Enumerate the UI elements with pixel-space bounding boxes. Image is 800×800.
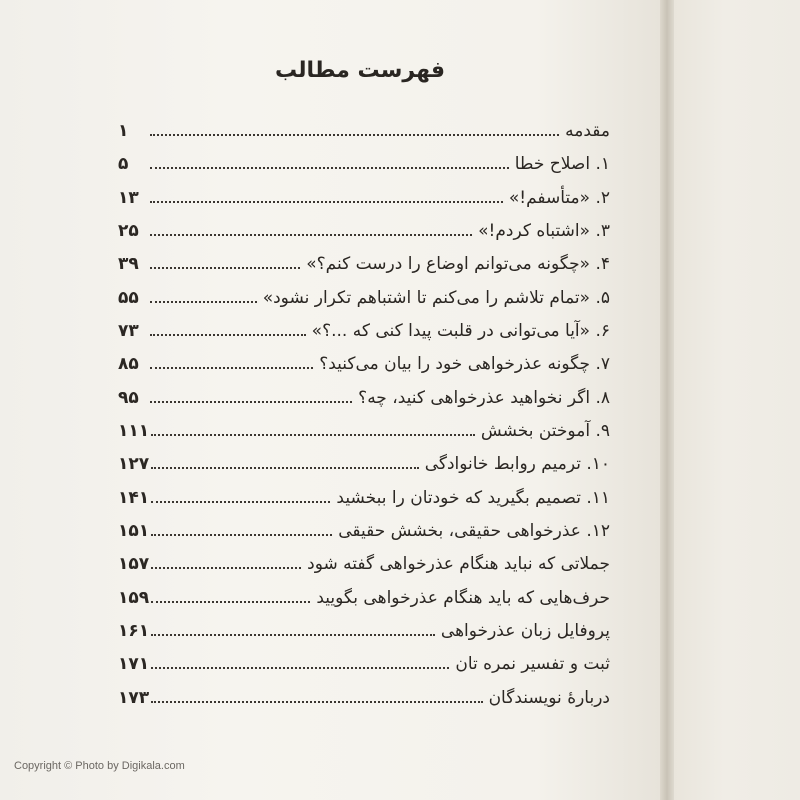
toc-leader-dots bbox=[151, 534, 332, 536]
toc-entry bbox=[118, 277, 610, 309]
toc-leader-dots bbox=[151, 634, 435, 636]
toc-entry-label: ثبت و تفسیر نمره تان bbox=[455, 654, 610, 674]
toc-leader-dots bbox=[150, 334, 306, 336]
toc-entry-page: ۱۵۹ bbox=[118, 588, 150, 608]
toc-leader-dots bbox=[151, 601, 310, 603]
toc-entry-page: ۱۵۷ bbox=[118, 554, 150, 574]
toc-entry-label: ۱۲. عذرخواهی حقیقی، بخشش حقیقی bbox=[338, 521, 610, 541]
toc-leader-dots bbox=[151, 434, 475, 436]
toc-leader-dots bbox=[151, 667, 449, 669]
toc-entry-label: حرف‌هایی که باید هنگام عذرخواهی بگویید bbox=[316, 588, 610, 608]
toc-entry-page: ۱۶۱ bbox=[118, 621, 150, 641]
toc-entry-page: ۱۷۱ bbox=[118, 654, 150, 674]
toc-leader-dots bbox=[150, 401, 352, 403]
toc-entry-label: ۲. «متأسفم!» bbox=[508, 188, 610, 208]
toc-entry-label: ۸. اگر نخواهید عذرخواهی کنید، چه؟ bbox=[358, 388, 610, 408]
toc-entry bbox=[118, 510, 610, 542]
toc-entry-label: ۱۱. تصمیم بگیرید که خودتان را ببخشید bbox=[336, 488, 610, 508]
toc-leader-dots bbox=[150, 167, 509, 169]
toc-entry-page: ۳۹ bbox=[118, 254, 139, 274]
toc-entry-page: ۱۳ bbox=[118, 188, 139, 208]
toc-leader-dots bbox=[151, 701, 482, 703]
toc-entry-page: ۱۲۷ bbox=[118, 454, 150, 474]
toc-entry-label: دربارهٔ نویسندگان bbox=[488, 688, 610, 708]
toc-entry-page: ۱۱۱ bbox=[118, 421, 150, 441]
toc-entry bbox=[118, 143, 610, 175]
toc-entry bbox=[118, 110, 610, 142]
toc-leader-dots bbox=[151, 567, 301, 569]
toc-entry bbox=[118, 243, 610, 275]
toc-title: فهرست مطالب bbox=[274, 58, 446, 83]
toc-entry-label: پروفایل زبان عذرخواهی bbox=[440, 621, 610, 641]
toc-entry-label: ۴. «چگونه می‌توانم اوضاع را درست کنم؟» bbox=[306, 254, 610, 274]
toc-entry bbox=[118, 643, 610, 675]
toc-entry bbox=[118, 310, 610, 342]
toc-entry-label: ۷. چگونه عذرخواهی خود را بیان می‌کنید؟ bbox=[319, 354, 610, 374]
toc-entry bbox=[118, 343, 610, 375]
toc-entry-label: ۹. آموختن بخشش bbox=[480, 421, 610, 441]
toc-leader-dots bbox=[150, 134, 559, 136]
toc-entry bbox=[118, 377, 610, 409]
toc-entry-label: ۱۰. ترمیم روابط خانوادگی bbox=[424, 454, 610, 474]
toc-entry-label: مقدمه bbox=[565, 121, 610, 141]
toc-entry-page: ۵۵ bbox=[118, 288, 139, 308]
toc-entry-label: ۱. اصلاح خطا bbox=[514, 154, 610, 174]
toc-entry bbox=[118, 410, 610, 442]
toc-entry-page: ۸۵ bbox=[118, 354, 139, 374]
toc-entry-page: ۱۵۱ bbox=[118, 521, 150, 541]
toc-entry-page: ۱۷۳ bbox=[118, 688, 150, 708]
toc-entry bbox=[118, 677, 610, 709]
toc-entry-label: ۵. «تمام تلاشم را می‌کنم تا اشتباهم تکرار نشود» bbox=[262, 288, 610, 308]
toc-entry-page: ۷۳ bbox=[118, 321, 139, 341]
toc-entry bbox=[118, 610, 610, 642]
toc-entry-page: ۱ bbox=[118, 121, 129, 141]
toc-entry bbox=[118, 477, 610, 509]
toc-entry bbox=[118, 543, 610, 575]
toc-entry-page: ۲۵ bbox=[118, 221, 139, 241]
toc-entry-page: ۵ bbox=[118, 154, 129, 174]
toc-entry bbox=[118, 443, 610, 475]
toc-entry-page: ۱۴۱ bbox=[118, 488, 150, 508]
toc-leader-dots bbox=[150, 301, 257, 303]
toc-entry-label: ۳. «اشتباه کردم!» bbox=[478, 221, 610, 241]
toc-leader-dots bbox=[151, 501, 330, 503]
toc-entry-label: ۶. «آیا می‌توانی در قلبت پیدا کنی که ...؟» bbox=[311, 321, 610, 341]
toc-entry bbox=[118, 210, 610, 242]
toc-leader-dots bbox=[150, 367, 313, 369]
toc-entry-page: ۹۵ bbox=[118, 388, 139, 408]
toc-entry bbox=[118, 577, 610, 609]
toc-entry bbox=[118, 177, 610, 209]
toc-leader-dots bbox=[150, 267, 300, 269]
toc-leader-dots bbox=[150, 201, 503, 203]
toc-entry-label: جملاتی که نباید هنگام عذرخواهی گفته شود bbox=[307, 554, 610, 574]
copyright-watermark: Copyright © Photo by Digikala.com bbox=[14, 760, 185, 772]
facing-page bbox=[674, 0, 800, 800]
toc-leader-dots bbox=[151, 467, 419, 469]
toc-leader-dots bbox=[150, 234, 472, 236]
